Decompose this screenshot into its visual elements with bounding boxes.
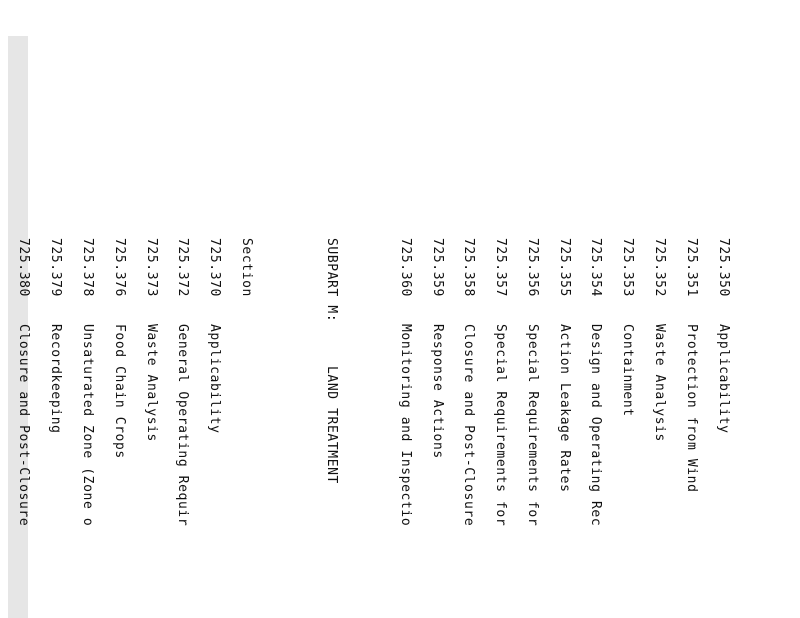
list-item — [397, 238, 413, 527]
subpart-title: LAND TREATMENT — [323, 366, 339, 484]
section-title: General Operating Requir — [175, 324, 191, 527]
section-number: 725.355 — [556, 238, 572, 297]
section-title: Special Requirements for — [493, 324, 509, 527]
rotated-text-block — [0, 238, 770, 526]
list-item — [620, 238, 636, 526]
list-item — [80, 238, 95, 527]
section-number: 725.358 — [461, 238, 477, 297]
section-number: 725.379 — [48, 238, 64, 297]
section-number: 725.376 — [111, 238, 127, 297]
list-item — [16, 238, 32, 527]
section-column-label: Section — [238, 238, 254, 297]
list-item — [48, 238, 64, 526]
list-item — [493, 238, 509, 527]
section-title: Unsaturated Zone (Zone o — [80, 324, 95, 527]
section-title: Response Actions — [429, 324, 445, 459]
list-item — [175, 238, 191, 527]
list-item — [715, 238, 731, 526]
section-title: Closure and Post-Closure — [16, 324, 32, 527]
section-title: Waste Analysis — [143, 324, 159, 442]
list-item — [461, 238, 477, 527]
list-item — [111, 238, 127, 526]
list-item — [588, 238, 604, 527]
section-title: Monitoring and Inspectio — [397, 324, 413, 527]
section-number: 725.360 — [397, 238, 413, 297]
list-item — [652, 238, 668, 526]
list-item — [524, 238, 540, 527]
section-title: Recordkeeping — [48, 324, 64, 434]
section-title: Closure and Post-Closure — [461, 324, 477, 527]
section-number: 725.378 — [80, 238, 95, 297]
list-item — [207, 238, 223, 526]
section-title: Containment — [620, 324, 636, 417]
section-number: 725.354 — [588, 238, 604, 297]
section-number: 725.356 — [524, 238, 540, 297]
section-number: 725.353 — [620, 238, 636, 297]
list-item — [143, 238, 159, 526]
section-number: 725.380 — [16, 238, 32, 297]
section-title: Protection from Wind — [683, 324, 699, 493]
section-number: 725.370 — [207, 238, 223, 297]
section-title: Special Requirements for — [524, 324, 540, 527]
section-number: 725.359 — [429, 238, 445, 297]
section-title: Design and Operating Rec — [588, 324, 604, 527]
list-item — [683, 238, 699, 526]
section-number: 725.373 — [143, 238, 159, 297]
list-item — [556, 238, 572, 526]
subpart-label: SUBPART M: — [323, 238, 339, 323]
section-number: 725.357 — [493, 238, 509, 297]
section-number: 725.372 — [175, 238, 191, 297]
section-number: 725.350 — [715, 238, 731, 297]
list-item — [429, 238, 445, 526]
section-number: 725.351 — [683, 238, 699, 297]
section-title: Food Chain Crops — [111, 324, 127, 459]
section-title: Waste Analysis — [652, 324, 668, 442]
section-title: Applicability — [207, 324, 223, 434]
section-title: Applicability — [715, 324, 731, 434]
section-number: 725.352 — [652, 238, 668, 297]
section-title: Action Leakage Rates — [556, 324, 572, 493]
subpart-m-heading — [323, 238, 339, 526]
document-page — [16, 0, 800, 618]
